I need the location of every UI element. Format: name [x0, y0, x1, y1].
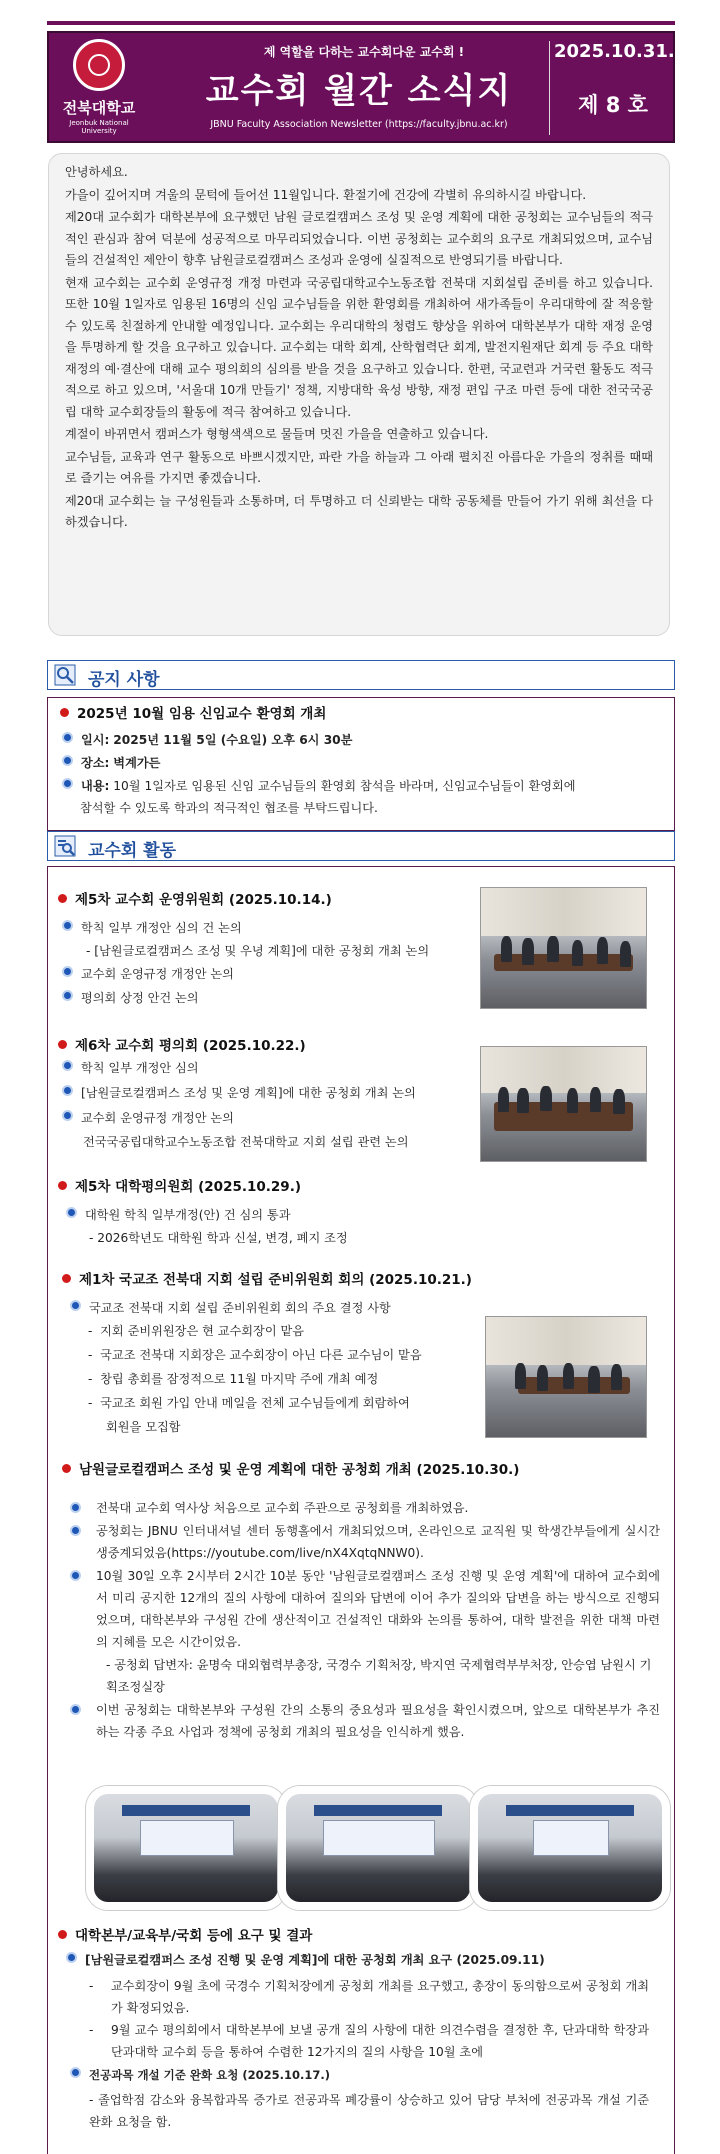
activity-title: 제5차 교수회 운영위원회 (2025.10.14.) [75, 892, 332, 908]
activity-line [66, 1950, 545, 1970]
activity-line-text: - 졸업학점 감소와 융복합과목 증가로 전공과목 폐강률이 상승하고 있어 담당 부처에 전공과목 개설 기준 완화 요청을 함. [89, 2093, 649, 2129]
university-logo [53, 37, 145, 137]
activity-subline: - 지회 준비위원장은 현 교수회장이 맡음 [88, 1324, 305, 1338]
activity-line [62, 1083, 416, 1103]
activity-line [66, 1205, 290, 1225]
red-bullet-icon [62, 1274, 71, 1283]
blue-bullet-icon [62, 778, 73, 789]
red-bullet-icon [58, 1181, 67, 1190]
blue-bullet-icon [62, 990, 73, 1001]
activity-line-text: 공청회는 JBNU 인터내셔널 센터 동행홀에서 개최되었으며, 온라인으로 교직원 및 학생간부들에게 실시간 생중계되었음(https://youtube.com/live/nX4XqtqNNW0). [96, 1524, 660, 1560]
red-bullet-icon [58, 1930, 67, 1939]
issue-number: 제 8 호 [578, 93, 648, 117]
activity-line-text: 교수회 운영규정 개정안 논의 [81, 967, 234, 981]
activity-line-text: 교수회장이 9월 초에 국경수 기획처장에게 공청회 개최를 요구했고, 총장이 동의함으로써 공청회 개최가 확정되었음. [111, 1979, 649, 2015]
hearing-photo [86, 1786, 286, 1910]
activity-title-row [58, 1926, 312, 1946]
red-bullet-icon [60, 708, 69, 717]
issue-date: 2025.10.31. [554, 41, 675, 62]
activity-title-row [62, 1270, 472, 1290]
activity-subline: - 교수회장이 9월 초에 국경수 기획처장에게 공청회 개최를 요구했고, 총장이 동의함으로써 공청회 개최가 확정되었음. [89, 1979, 649, 2015]
notice-box [47, 697, 675, 831]
intro-paragraph: 계절이 바뀌면서 캠퍼스가 형형색색으로 물들며 멋진 가을을 연출하고 있습니다. [65, 427, 489, 441]
blue-bullet-icon [70, 1525, 81, 1536]
notice-section-label: 공지 사항 [88, 670, 160, 690]
activity-line-text: 국교조 전북대 지회 설립 준비위원회 회의 주요 결정 사항 [89, 1301, 391, 1315]
activity-line-text: 평의회 상정 안건 논의 [81, 991, 199, 1005]
activity-line [62, 988, 199, 1008]
hearing-photo [278, 1786, 478, 1910]
intro-paragraph: 안녕하세요. [65, 165, 128, 179]
newsletter-header [47, 31, 675, 143]
activity-line-text: 창립 총회를 잠정적으로 11월 마지막 주에 개최 예정 [100, 1372, 379, 1386]
blue-bullet-icon [62, 920, 73, 931]
hearing-details [70, 1497, 660, 1743]
blue-bullet-icon [62, 1060, 73, 1071]
meeting-photo [480, 887, 647, 1009]
notice-content-label: 내용: [81, 779, 110, 793]
newsletter-title: 교수회 월간 소식지 [205, 71, 513, 111]
activity-line-text: 회원을 모집함 [106, 1420, 181, 1434]
notice-content-row [62, 776, 576, 796]
blue-bullet-icon [70, 1570, 81, 1581]
activity-subline [83, 1132, 408, 1152]
hearing-photo [470, 1786, 670, 1910]
blue-bullet-icon [62, 732, 73, 743]
activities-search-icon [54, 835, 76, 857]
intro-paragraph: 가을이 깊어지며 겨울의 문턱에 들어선 11월입니다. 환절기에 건강에 각별히 유의하시길 바랍니다. [65, 187, 587, 202]
header-divider [549, 41, 550, 135]
activity-line-text: 10월 30일 오후 2시부터 2시간 10분 동안 '남원글로컬캠퍼스 조성 진행 및 운영 계획'에 대하여 교수회에서 미리 공지한 12개의 질의 사항에 대하여 질의와 답변에 이어 추가 질의와 답변을 하는 방식으로 진행되었으며, 대학본부와 구성원 간에 생산적이고 건설적인 대화와 논의를 통하여, 대학 발전을 위한 대책 마련의 지혜를 모은 시간이었음. [96, 1569, 660, 1649]
activity-line-text: - 공청회 답변자: 윤명숙 대외협력부총장, 국경수 기획처장, 박지연 국제협력부부처장, 안승엽 남원시 기획조정실장 [106, 1658, 652, 1694]
activity-subline: - 국교조 회원 가입 안내 메일을 전체 교수님들에게 회람하여 [88, 1396, 410, 1410]
activity-line-text: 국교조 전북대 지회장은 교수회장이 아닌 다른 교수님이 맡음 [100, 1348, 422, 1362]
activity-line [70, 1497, 660, 1519]
activity-line-text: - 2026학년도 대학원 학과 신설, 변경, 폐지 조정 [89, 1231, 348, 1245]
notice-place-row [62, 753, 160, 773]
activity-subline [106, 1417, 181, 1437]
red-bullet-icon [58, 1040, 67, 1049]
notice-content-row-2 [80, 798, 378, 818]
blue-bullet-icon [70, 1300, 81, 1311]
notice-section-header [47, 660, 675, 690]
activity-subline: - 국교조 전북대 지회장은 교수회장이 아닌 다른 교수님이 맡음 [88, 1348, 422, 1362]
activity-line [62, 1108, 234, 1128]
activity-line-text: 전공과목 개설 기준 완화 요청 (2025.10.17.) [89, 2068, 330, 2082]
activity-line [70, 1298, 391, 1318]
activity-line-text: 이번 공청회는 대학본부와 구성원 간의 소통의 중요성과 필요성을 확인시켰으며, 앞으로 대학본부가 추진하는 각종 주요 사업과 정책에 공청회 개최의 필요성을 인식하게 했음. [96, 1703, 660, 1739]
notice-content-line: 10월 1일자로 임용된 신임 교수님들의 환영회 참석을 바라며, 신임교수님들이 환영회에 [113, 779, 576, 793]
notice-title: 2025년 10월 임용 신임교수 환영회 개최 [77, 706, 327, 722]
activity-line [62, 964, 234, 984]
activity-line-text: [남원글로컬캠퍼스 조성 진행 및 운영 계획]에 대한 공청회 개최 요구 (2025.09.11) [85, 1953, 545, 1967]
activity-line [70, 1699, 660, 1743]
blue-bullet-icon [70, 1502, 81, 1513]
meeting-photo [485, 1316, 647, 1438]
activity-title-row [58, 1177, 301, 1197]
activity-line-text: - [남원글로컬캠퍼스 조성 및 우녕 계획]에 대한 공청회 개최 논의 [86, 944, 430, 958]
blue-bullet-icon [62, 966, 73, 977]
blue-bullet-icon [62, 1085, 73, 1096]
activity-line-text: 전북대 교수회 역사상 처음으로 교수회 주관으로 공청회를 개최하였음. [96, 1501, 469, 1515]
intro-paragraph: 교수님들, 교육과 연구 활동으로 바쁘시겠지만, 파란 가을 하늘과 그 아래 펼치진 아름다운 가을의 정취를 때때로 즐기는 여유를 가지면 좋겠습니다. [65, 449, 653, 485]
activities-section-header [47, 831, 675, 861]
intro-paragraph: 현재 교수회는 교수회 운영규정 개정 마련과 국공립대학교수노동조합 전북대 지회설립 준비를 하고 있습니다. 또한 10월 1일자로 임용된 16명의 신임 교수님들을 위한 환영회를 개최하여 새가족들이 우리대학에 잘 적응할 수 있도록 친절하게 안내할 예정입니다. 교수회는 우리대학의 청렴도 향상을 위하여 대학본부가 대학 재정 운영을 투명하게 할 것을 요구하고 있습니다. 교수회는 대학 회계, 산학협력단 회계, 발전지원재단 회계 등 주요 대학 재정의 예·결산에 대해 교수 평의회의 심의를 받을 것을 요구하고 있습니다. 한편, 국교련과 거국련 활동도 적극적으로 하고 있으며, '서울대 10개 만들기' 정책, 지방대학 육성 방향, 재정 편입 구조 마련 등에 대한 전국국공립 대학 교수회장들의 활동에 적극 참여하고 있습니다. [65, 275, 653, 419]
activity-title-row [58, 1036, 306, 1056]
notice-place-label: 장소: [81, 756, 110, 770]
intro-paragraph: 제20대 교수회는 늘 구성원들과 소통하며, 더 투명하고 더 신뢰받는 대학 공동체를 만들어 가기 위해 최선을 다하겠습니다. [65, 493, 653, 529]
activity-subline: - 9월 교수 평의회에서 대학본부에 보낼 공개 질의 사항에 대한 의견수렴을 결정한 후, 단과대학 학장과 단과대학 교수회 등을 통하여 수렴한 12가지의 질의 사항을 10월 초에 [89, 2023, 649, 2059]
notice-date-row [62, 730, 352, 750]
activity-subline: - 창립 총회를 잠정적으로 11월 마지막 주에 개최 예정 [88, 1372, 379, 1386]
activity-line-text: 교수회 운영규정 개정안 논의 [81, 1111, 234, 1125]
activity-title-row [58, 890, 332, 910]
blue-bullet-icon [70, 2067, 81, 2078]
activities-section-label: 교수회 활동 [88, 841, 177, 861]
red-bullet-icon [58, 894, 67, 903]
activity-title: 제5차 대학평의원회 (2025.10.29.) [75, 1179, 301, 1195]
activity-line-text: 학칙 일부 개정안 심의 [81, 1061, 199, 1075]
blue-bullet-icon [62, 1110, 73, 1121]
activity-subline [70, 1654, 660, 1698]
hearing-photo-strip [46, 1786, 674, 1910]
intro-paragraph: 제20대 교수회가 대학본부에 요구했던 남원 글로컬캠퍼스 조성 및 운영 계획에 대한 공청회는 교수님들의 적극적인 관심과 참여 덕분에 성공적으로 마무리되었습니다. 이번 공청회는 교수회의 요구로 개최되었으며, 교수님들의 건설적인 제안이 향후 남원글로컬캠퍼스 조성과 운영에 실질적으로 반영되기를 바랍니다. [65, 210, 653, 267]
university-seal-icon [73, 39, 125, 91]
activity-line [62, 918, 242, 938]
notice-place-value: 벽계가든 [113, 756, 161, 770]
notice-date-label: 일시: [81, 733, 110, 747]
activity-line-text: 9월 교수 평의회에서 대학본부에 보낼 공개 질의 사항에 대한 의견수렴을 결정한 후, 단과대학 학장과 단과대학 교수회 등을 통하여 수렴한 12가지의 질의 사항을 10월 초에 [111, 2023, 649, 2059]
activity-line-text: 지회 준비위원장은 현 교수회장이 맡음 [100, 1324, 305, 1338]
blue-bullet-icon [66, 1207, 77, 1218]
blue-bullet-icon [66, 1952, 77, 1963]
university-name: 전북대학교 [62, 99, 136, 117]
notice-search-icon [54, 664, 76, 686]
request-details [89, 1975, 649, 2063]
activity-subline [89, 1228, 348, 1248]
newsletter-subtitle: JBNU Faculty Association Newsletter (https://faculty.jbnu.ac.kr) [210, 119, 508, 130]
activity-subline [86, 941, 429, 961]
header-top-line [47, 21, 675, 25]
blue-bullet-icon [70, 1704, 81, 1715]
header-tagline: 제 역할을 다하는 교수회다운 교수회 ! [263, 45, 465, 59]
activity-line-text: 전국국공립대학교수노동조합 전북대학교 지회 설립 관련 논의 [83, 1135, 409, 1149]
activity-subline [89, 2089, 649, 2133]
notice-title-row [60, 704, 326, 724]
activity-line [70, 1520, 660, 1564]
activity-line-text: 학칙 일부 개정안 심의 건 논의 [81, 921, 242, 935]
activity-title-row [62, 1460, 519, 1480]
university-name-en: Jeonbuk National University [69, 119, 129, 135]
activity-title: 대학본부/교육부/국회 등에 요구 및 결과 [75, 1928, 313, 1944]
activity-line-text: 국교조 회원 가입 안내 메일을 전체 교수님들에게 회람하여 [100, 1396, 410, 1410]
activity-line [70, 1565, 660, 1653]
intro-letter [48, 153, 670, 636]
activity-line-text: 대학원 학칙 일부개정(안) 건 심의 통과 [85, 1208, 291, 1222]
meeting-photo [480, 1046, 647, 1162]
activity-line-text: [남원글로컬캠퍼스 조성 및 운영 계획]에 대한 공청회 개최 논의 [81, 1086, 416, 1100]
red-bullet-icon [62, 1464, 71, 1473]
blue-bullet-icon [62, 755, 73, 766]
request-details-2 [89, 2089, 649, 2133]
activity-line [70, 2065, 330, 2085]
activity-title: 제6차 교수회 평의회 (2025.10.22.) [75, 1038, 306, 1054]
notice-content-line: 참석할 수 있도록 학과의 적극적인 협조를 부탁드립니다. [80, 801, 378, 815]
activity-line [62, 1058, 199, 1078]
activity-title: 남원글로컬캠퍼스 조성 및 운영 계획에 대한 공청회 개최 (2025.10.30.) [79, 1462, 520, 1478]
notice-date-value: 2025년 11월 5일 (수요일) 오후 6시 30분 [113, 733, 353, 747]
activity-title: 제1차 국교조 전북대 지회 설립 준비위원회 회의 (2025.10.21.) [79, 1272, 472, 1288]
